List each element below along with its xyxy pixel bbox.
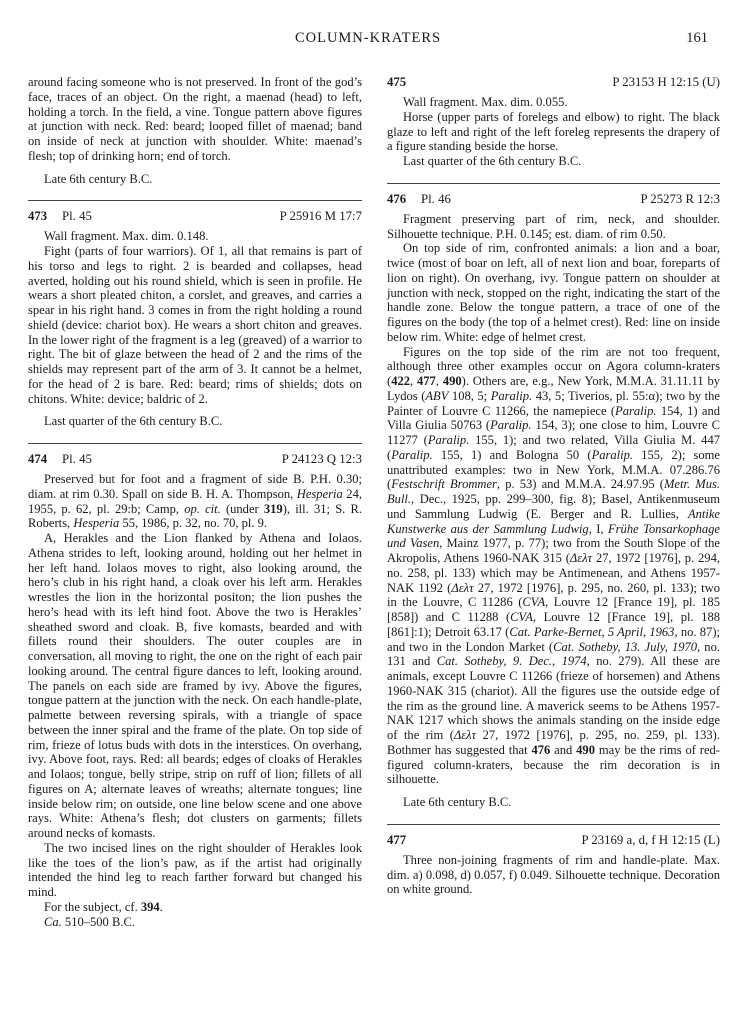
paragraph: On top side of rim, confronted animals: a lion and a boar, twice (most of boar on left, all of next lion and boar, foreparts of lion on right). On overhang, ivy. Tongue pattern on shoulder at junction with neck, stopped on the right, indicating the start of the handle zone. Below the tongue pattern, a trace of one of the figures on the body (the top of a helmet crest). Red: line on inside below rim. White: edge of helmet crest. bbox=[387, 241, 720, 344]
page-header bbox=[28, 30, 708, 52]
paragraph: Wall fragment. Max. dim. 0.055. bbox=[403, 95, 568, 109]
paragraph: Fragment preserving part of rim, neck, and shoulder. Silhouette technique. P.H. 0.145; est. diam. of rim 0.50. bbox=[387, 211, 720, 241]
entry-header-475 bbox=[387, 75, 720, 91]
left-column bbox=[28, 75, 362, 929]
plate-ref: Pl. 45 bbox=[62, 209, 92, 224]
date-line: Ca. 510–500 B.C. bbox=[44, 914, 135, 929]
date-line: Last quarter of the 6th century B.C. bbox=[403, 154, 582, 168]
paragraph: A, Herakles and the Lion flanked by Athena and Iolaos. Athena strides to left, looking around, holding out her helmet in her left hand. Iolaos moves to right, also looking around, the hero’s club in his right hand, a cloak over his left arm. Herakles wrestles the lion in the horizontal positon; the lion pushes the hero’s head with its left hind foot. Above the two is Herakles’ sheathed sword and cloak. B, five komasts, bearded and with fillets round their shoulders. The outer couples are in conversation, all moving to right, the one on the right of each pair looking around. The central figure dances to left, looking around. The panels on each side are framed by ivy. Above the figures, tongue pattern at the junction with the neck. On each handle-plate, palmette between reversing spirals, with a triangle of space between the inner spiral and the frame of the plate. On top side of rim, frieze of lotus buds with dots in the interstices. On overhang, ivy. Above foot, rays. Red: all beards; edges of cloaks of Herakles and Iolaos; tongue, belly stripe, strip on ruff of lion; fillets of all figures on A; alternate leaves of wreaths; alternate tongues; line inside below rim; on outside, one line below scene and one above rays. White: Athena’s flesh; dot clusters on garments; fillets around necks of komasts. bbox=[28, 531, 362, 840]
running-head: COLUMN-KRATERS bbox=[294, 30, 442, 46]
inventory-ref: P 23169 a, d, f H 12:15 (L) bbox=[581, 832, 720, 847]
paragraph: Horse (upper parts of forelegs and elbow) to right. The black glaze to left and right of the left foreleg represents the drapery of a figure standing beside the horse. bbox=[387, 109, 720, 154]
paragraph: Wall fragment. Max. dim. 0.148. bbox=[44, 229, 209, 244]
inventory-ref: P 25273 R 12:3 bbox=[640, 191, 720, 206]
paragraph: Figures on the top side of the rim are not too frequent, although three other examples occur on Agora column-kraters (422, 477, 490). Others are, e.g., New York, M.M.A. 31.11.11 by Lydos (ABV 108, 5; Paralip. 43, 5; Tiverios, pl. 55:α); two by the Painter of Louvre C 11266, the namepiece (Paralip. 154, 1) and Villa Giulia 50763 (Paralip. 154, 3); one close to him, Louvre C 11277 (Paralip. 155, 1); and two related, Villa Giulia M. 447 (Paralip. 155, 1) and Bologna 50 (Paralip. 155, 2); some unattributed examples: two in New York, M.M.A. 07.286.76 (Festschrift Brommer, p. 53) and M.M.A. 24.97.95 (Metr. Mus. Bull., Dec., 1925, pp. 299–300, fig. 8); Basel, Antikenmuseum und Sammlung Ludwig (E. Berger and R. Lullies, Antike Kunstwerke aus der Sammlung Ludwig, I, Frühe Tonsarkophage und Vasen, Mainz 1977, p. 77); two from the South Slope of the Akropolis, Athens 1960-NAK 315 (Δελτ 27, 1972 [1976], p. 294, no. 258, pl. 133) which may be Antimenean, and Athens 1957-NAK 1192 (Δελτ 27, 1972 [1976], p. 295, no. 260, pl. 133); two in the Louvre, C 11286 (CVA, Louvre 12 [France 19], pl. 185 [858]) and C 11288 (CVA, Louvre 12 [France 19], pl. 188 [861]:1); Detroit 63.17 (Cat. Parke-Bernet, 5 April, 1963, no. 87); and two in the London Market (Cat. Sotheby, 13. July, 1970, no. 131 and Cat. Sotheby, 9. Dec., 1974, no. 279). All these are animals, except Louvre C 11266 (frieze of horsemen) and Athens 1960-NAK 315 (chariot). All the figures use the outside edge of the rim as the ground line. A maverick seems to be Athens 1957-NAK 1217 which shows the animals standing on the inside edge of the rim (Δελτ 27, 1972 [1976], p. 295, no. 259, pl. 133). Bothmer has suggested that 476 and 490 may be the rims of red-figured column-kraters, because the rim decoration is in silhouette. bbox=[387, 344, 721, 787]
date-line: Late 6th century B.C. bbox=[403, 795, 512, 809]
entry-number: 476 bbox=[387, 191, 407, 206]
inventory-ref: P 25916 M 17:7 bbox=[279, 209, 362, 224]
plate-ref: Pl. 46 bbox=[421, 191, 451, 206]
entry-number: 475 bbox=[387, 75, 407, 89]
entry-header-476 bbox=[387, 183, 720, 208]
inventory-ref: P 23153 H 12:15 (U) bbox=[612, 75, 720, 89]
paragraph: For the subject, cf. 394. bbox=[44, 899, 163, 914]
entry-header-474 bbox=[28, 443, 362, 468]
paragraph: around facing someone who is not preserved. In front of the god’s face, traces of an object. On the right, a maenad (head) to left, holding a torch. In the field, a vine. Tongue pattern above figures at junction with neck. Red: beard; looped fillet of maenad; band on inside of neck at junction with shoulder. White: maenad’s flesh; top of drinking horn; end of torch. bbox=[28, 75, 362, 163]
paragraph: Three non-joining fragments of rim and handle-plate. Max. dim. a) 0.098, d) 0.057, f) 0.049. Silhouette technique. Decoration on white ground. bbox=[387, 852, 720, 897]
page-number: 161 bbox=[686, 30, 708, 46]
inventory-ref: P 24123 Q 12:3 bbox=[281, 452, 362, 466]
date-line: Last quarter of the 6th century B.C. bbox=[44, 414, 223, 429]
paragraph: Preserved but for foot and a fragment of side B. P.H. 0.30; diam. at rim 0.30. Spall on side B. H. A. Thompson, Hesperia 24, 1955, p. 62, pl. 29:b; Camp, op. cit. (under 319), ill. 31; S. R. Roberts, Hesperia 55, 1986, p. 32, no. 70, pl. 9. bbox=[28, 472, 362, 531]
right-column bbox=[387, 75, 720, 897]
paragraph: The two incised lines on the right shoulder of Herakles look like the toes of the lion’s paw, as if the artist had originally intended the hind leg to reach farther forward but changed his mind. bbox=[28, 840, 362, 899]
date-line: Late 6th century B.C. bbox=[44, 171, 153, 186]
entry-header-473 bbox=[28, 200, 362, 225]
paragraph: Fight (parts of four warriors). Of 1, all that remains is part of his torso and legs to right. 2 is bearded and collapses, head averted, holding out his round shield, which is seen in profile. He wears a short pleated chiton, a corslet, and greaves, and carries a spear in his right hand. 3 comes in from the right holding a round shield (device: chariot box). He wears a short chiton and greaves. In the lower right of the fragment is a leg (greaved) of a warrior to right. The bit of glaze between the head of 2 and the rims of the shields may represent part of the arm of 3. It cannot be a helmet, for the head of 2 is bare. Red: beard; rims of shields; dots on chitons. White: device; baldric of 2. bbox=[28, 244, 362, 406]
entry-number: 477 bbox=[387, 832, 407, 847]
plate-ref: Pl. 45 bbox=[62, 452, 92, 466]
entry-number: 474 bbox=[28, 452, 48, 466]
entry-header-477 bbox=[387, 824, 720, 849]
entry-number: 473 bbox=[28, 209, 48, 224]
